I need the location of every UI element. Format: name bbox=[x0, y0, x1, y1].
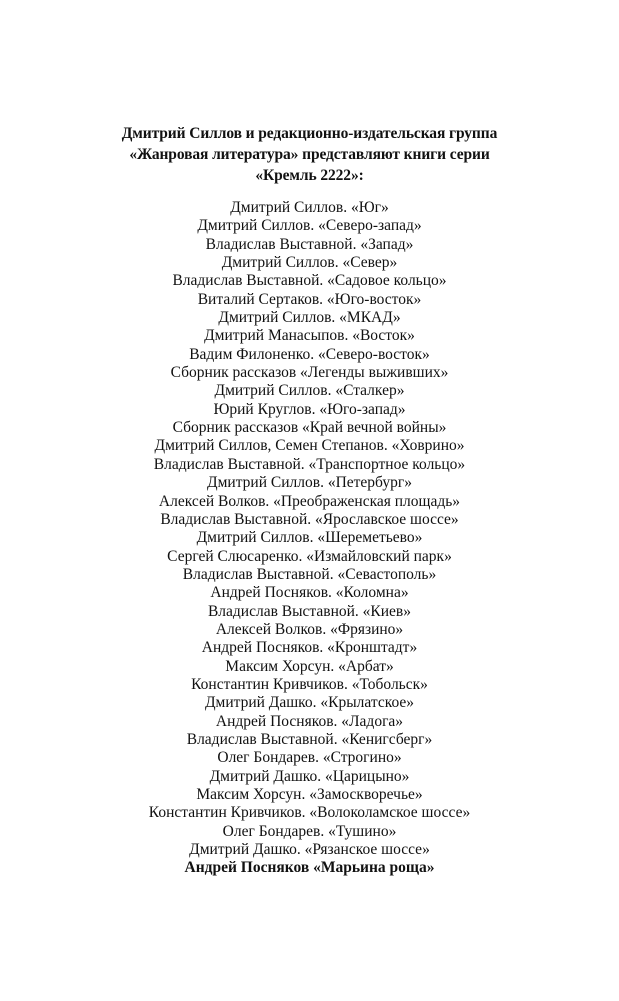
book-entry: Владислав Выставной. «Киев» bbox=[207, 602, 412, 620]
book-entry: Владислав Выставной. «Кенигсберг» bbox=[186, 730, 433, 748]
book-entry: Дмитрий Силлов. «Юг» bbox=[230, 199, 389, 216]
book-entry: Константин Кривчиков. «Волоколамское шоссе» bbox=[148, 804, 471, 822]
book-entry: Дмитрий Силлов, Семен Степанов. «Ховрино» bbox=[154, 437, 465, 455]
book-entry: Дмитрий Дашко. «Царицыно» bbox=[209, 767, 410, 785]
book-entry: Юрий Круглов. «Юго-запад» bbox=[213, 400, 406, 418]
book-entry-latest: Андрей Посняков «Марьина роща» bbox=[184, 859, 435, 877]
book-entry: Дмитрий Манасыпов. «Восток» bbox=[204, 327, 415, 345]
intro-line: Дмитрий Силлов и редакционно-издательская группа bbox=[121, 125, 498, 142]
book-entry: Владислав Выставной. «Садовое кольцо» bbox=[172, 272, 447, 290]
book-entry: Сборник рассказов «Край вечной войны» bbox=[172, 419, 447, 437]
book-entry: Максим Хорсун. «Замоскворечье» bbox=[196, 786, 423, 803]
book-entry: Андрей Посняков. «Ладога» bbox=[215, 712, 404, 730]
book-entry: Владислав Выставной. «Запад» bbox=[205, 235, 414, 253]
intro-line: «Кремль 2222»: bbox=[255, 167, 364, 184]
book-entry: Сборник рассказов «Легенды выживших» bbox=[170, 364, 449, 382]
series-intro bbox=[60, 123, 559, 186]
book-entry: Дмитрий Силлов. «Север» bbox=[221, 254, 398, 272]
book-entry: Дмитрий Силлов. «Шереметьево» bbox=[196, 529, 423, 547]
book-entry: Владислав Выставной. «Ярославское шоссе» bbox=[160, 510, 459, 528]
book-entry: Дмитрий Силлов. «Северо-запад» bbox=[197, 217, 422, 235]
book-entry: Владислав Выставной. «Севастополь» bbox=[182, 565, 437, 583]
book-entry: Андрей Посняков. «Кронштадт» bbox=[201, 639, 418, 657]
book-entry: Олег Бондарев. «Строгино» bbox=[217, 749, 402, 767]
book-entry: Дмитрий Дашко. «Рязанское шоссе» bbox=[189, 841, 430, 859]
book-entry: Вадим Филоненко. «Северо-восток» bbox=[189, 345, 430, 363]
book-entry: Алексей Волков. «Фрязино» bbox=[215, 620, 404, 638]
book-entry: Виталий Сертаков. «Юго-восток» bbox=[197, 290, 422, 308]
book-entry: Андрей Посняков. «Коломна» bbox=[210, 584, 409, 602]
book-entry: Сергей Слюсаренко. «Измайловский парк» bbox=[167, 547, 452, 565]
book-entry: Олег Бондарев. «Тушино» bbox=[222, 822, 397, 840]
book-entry: Дмитрий Дашко. «Крылатское» bbox=[204, 694, 415, 712]
book-entry: Константин Кривчиков. «Тобольск» bbox=[191, 675, 428, 693]
intro-line: «Жанровая литература» представляют книги серии bbox=[129, 146, 490, 163]
book-entry: Дмитрий Силлов. «Петербург» bbox=[207, 474, 412, 492]
book-list bbox=[40, 199, 579, 878]
book-entry: Максим Хорсун. «Арбат» bbox=[225, 657, 394, 675]
book-entry: Алексей Волков. «Преображенская площадь» bbox=[158, 492, 461, 510]
book-entry: Дмитрий Силлов. «Сталкер» bbox=[214, 382, 405, 400]
book-entry: Владислав Выставной. «Транспортное кольцо» bbox=[153, 455, 466, 473]
book-entry: Дмитрий Силлов. «МКАД» bbox=[218, 309, 401, 327]
